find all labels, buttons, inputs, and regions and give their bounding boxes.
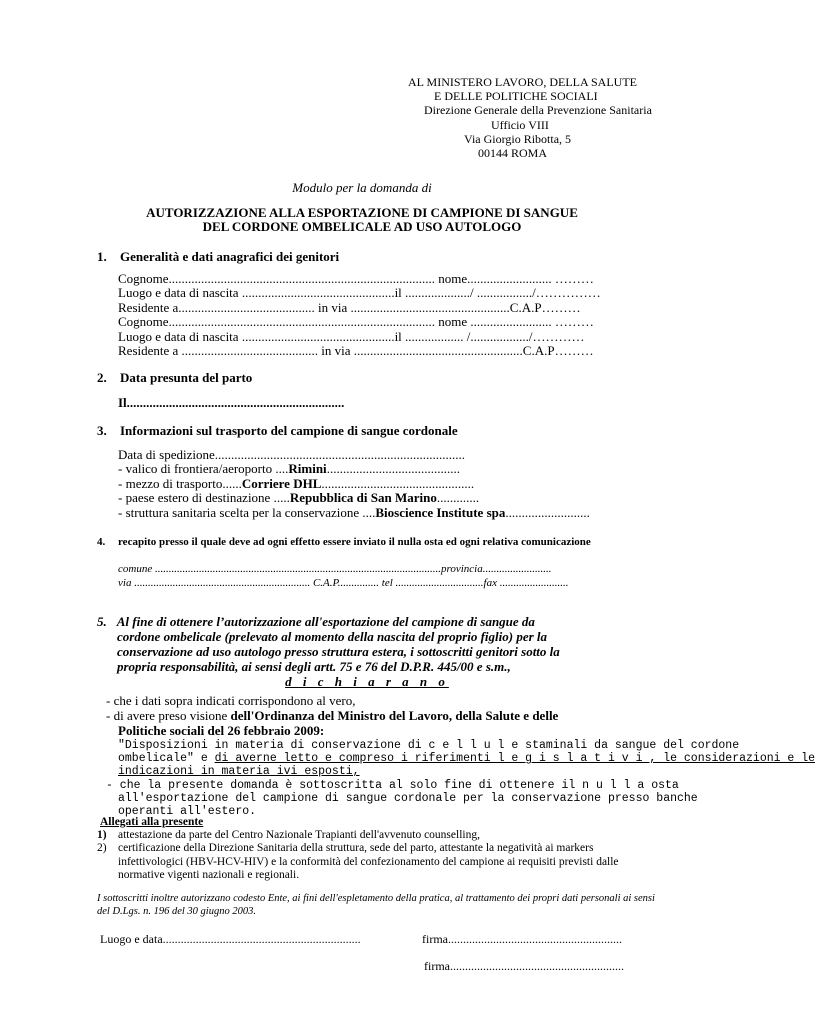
attachments bbox=[97, 816, 619, 882]
attachments-heading: Allegati alla presente bbox=[100, 816, 204, 828]
address-line: E DELLE POLITICHE SOCIALI bbox=[434, 89, 598, 104]
form-title-line: DEL CORDONE OMBELICALE AD USO AUTOLOGO bbox=[202, 219, 522, 234]
transport-field[interactable] bbox=[118, 477, 590, 491]
form-title-line: AUTORIZZAZIONE ALLA ESPORTAZIONE DI CAMPIONE DI SANGUE bbox=[146, 205, 578, 220]
form-subtitle: Modulo per la domanda di bbox=[292, 180, 432, 195]
contact-fields bbox=[118, 562, 568, 590]
privacy-note: I sottoscritti inoltre autorizzano codesto Ente, ai fini dell'espletamento della pratica, al trattamento dei propri dati personali ai sensi del D.Lgs. n. 196 del 30 giugno 2003. bbox=[97, 893, 655, 917]
section-title: Generalità e dati anagrafici dei genitori bbox=[120, 249, 340, 264]
quote-text: di averne letto e compreso i riferimenti l e g i s l a t i v i , le considerazioni e le bbox=[214, 752, 815, 766]
field-label: - paese estero di destinazione ..... bbox=[118, 490, 290, 506]
section-title: recapito presso il quale deve ad ogni effetto essere inviato il nulla osta ed ogni relativa comunicazione bbox=[118, 536, 591, 548]
residence-field[interactable]: Residente a .......................................... in via ....................................................C.A.P……… bbox=[118, 343, 594, 359]
city-province-field[interactable]: comune ........................................................................................................provincia......................... bbox=[118, 563, 552, 575]
statement-line: cordone ombelicale (prelevato al momento della nascita del proprio figlio) per la bbox=[117, 629, 548, 644]
recipient-address bbox=[408, 75, 652, 160]
section-2-heading bbox=[97, 370, 252, 386]
signature-field-1[interactable]: firma.......................................................... bbox=[422, 932, 622, 946]
destination-country-field[interactable] bbox=[118, 491, 590, 505]
parents-fields bbox=[118, 272, 601, 358]
quote-line bbox=[118, 752, 815, 765]
section-number: 3. bbox=[97, 423, 107, 438]
birth-field[interactable]: Luogo e data di nascita ...............................................il ..................../ ................./…………… bbox=[118, 285, 601, 301]
field-value: Corriere DHL bbox=[241, 475, 322, 491]
declaration-3 bbox=[106, 779, 698, 819]
attachment-item bbox=[97, 842, 619, 882]
declaration-line: - che la presente domanda è sottoscritta al solo fine di ottenere il n u l l a osta bbox=[106, 779, 679, 792]
section-title: Data presunta del parto bbox=[120, 370, 253, 385]
storage-facility-field[interactable] bbox=[118, 506, 590, 520]
declaration-line: all'esportazione del campione di sangue cordonale per la conservazione presso banche bbox=[118, 792, 698, 806]
surname-field[interactable]: Cognome.................................................................................. nome ......................... ……… bbox=[118, 314, 594, 330]
section-number: 2. bbox=[97, 370, 107, 385]
declaration-2 bbox=[106, 708, 558, 723]
birth-field[interactable]: Luogo e data di nascita ...............................................il .................. /................../………… bbox=[118, 328, 585, 344]
form-title bbox=[0, 206, 724, 234]
attachment-text: certificazione della Direzione Sanitaria della struttura, sede del parto, attestante la negatività ai markers bbox=[118, 842, 594, 855]
field-label: - mezzo di trasporto...... bbox=[118, 475, 242, 491]
section-number: 5. bbox=[97, 614, 107, 629]
declarations bbox=[106, 693, 558, 738]
address-line: Ufficio VIII bbox=[491, 117, 549, 132]
section-title: Informazioni sul trasporto del campione di sangue cordonale bbox=[120, 423, 458, 438]
address-line: AL MINISTERO LAVORO, DELLA SALUTE bbox=[408, 75, 637, 89]
field-dots: ............................................... bbox=[321, 475, 475, 491]
statement-line: Al fine di ottenere l’autorizzazione all'esportazione del campione di sangue da bbox=[116, 614, 535, 629]
field-value: Repubblica di San Marino bbox=[289, 490, 437, 506]
declaration-text: - di avere preso visione bbox=[106, 708, 231, 723]
field-label: - valico di frontiera/aeroporto .... bbox=[118, 461, 289, 477]
section-1-heading bbox=[97, 249, 339, 265]
section-3-heading bbox=[97, 423, 458, 439]
address-line: Via Giorgio Ribotta, 5 bbox=[464, 131, 572, 146]
field-dots: .......................... bbox=[505, 504, 590, 520]
attachment-text: infettivologici (HBV-HCV-HIV) e la conformità del confezionamento del campione ai requisiti previsti dalle bbox=[118, 855, 619, 868]
shipping-fields bbox=[118, 448, 590, 520]
section-number: 4. bbox=[97, 536, 106, 548]
field-label: - struttura sanitaria scelta per la conservazione .... bbox=[118, 504, 376, 520]
ordinance-quote bbox=[118, 739, 815, 779]
field-value: Rimini bbox=[288, 461, 327, 477]
statement-line: conservazione ad uso autologo presso struttura estera, i sottoscritti genitori sotto la bbox=[117, 644, 560, 659]
place-date-field[interactable]: Luogo e data.................................................................. bbox=[100, 932, 361, 946]
address-line: Direzione Generale della Prevenzione Sanitaria bbox=[424, 103, 652, 118]
declaration-1: - che i dati sopra indicati corrispondono al vero, bbox=[106, 693, 356, 708]
ordinance-title: dell'Ordinanza del Ministro del Lavoro, della Salute e delle bbox=[230, 708, 559, 723]
surname-field[interactable]: Cognome.................................................................................. nome.......................... ……… bbox=[118, 271, 594, 286]
field-dots: ............. bbox=[436, 490, 480, 506]
statement-line: propria responsabilità, ai sensi degli artt. 75 e 76 del D.P.R. 445/00 e s.m., bbox=[117, 659, 511, 674]
delivery-date-field[interactable]: Il................................................................... bbox=[118, 395, 345, 410]
section-5-statement bbox=[97, 614, 637, 689]
address-line: 00144 ROMA bbox=[478, 146, 548, 161]
declaration-line: operanti all'estero. bbox=[118, 805, 257, 819]
attachment-number: 2) bbox=[97, 842, 107, 855]
attachment-text: normative vigenti nazionali e regionali. bbox=[118, 868, 300, 881]
attachment-text: attestazione da parte del Centro Nazionale Trapianti dell'avvenuto counselling, bbox=[118, 829, 480, 842]
dichiarano-heading: d i c h i a r a n o bbox=[285, 674, 449, 689]
attachment-number: 1) bbox=[97, 829, 107, 842]
quote-text: ombelicale" e bbox=[118, 752, 215, 766]
ordinance-title: Politiche sociali del 26 febbraio 2009: bbox=[118, 723, 325, 738]
section-number: 1. bbox=[97, 249, 107, 264]
quote-line: "Disposizioni in materia di conservazione di c e l l u l e staminali da sangue del cordone bbox=[118, 739, 740, 752]
border-crossing-field[interactable] bbox=[118, 462, 590, 476]
address-phone-field[interactable]: via ................................................................ C.A.P............... tel ................................fax ......................... bbox=[118, 577, 569, 589]
signature-field-2[interactable]: firma.......................................................... bbox=[424, 959, 624, 973]
field-dots: ......................................... bbox=[326, 461, 460, 477]
field-value: Bioscience Institute spa bbox=[375, 504, 506, 520]
residence-field[interactable]: Residente a.......................................... in via .................................................C.A.P……… bbox=[118, 299, 581, 315]
quote-line: indicazioni in materia ivi esposti, bbox=[118, 765, 360, 779]
section-4-heading bbox=[97, 536, 591, 548]
shipping-date-field[interactable]: Data di spedizione............................................................................. bbox=[118, 447, 465, 462]
attachment-item bbox=[97, 829, 619, 842]
